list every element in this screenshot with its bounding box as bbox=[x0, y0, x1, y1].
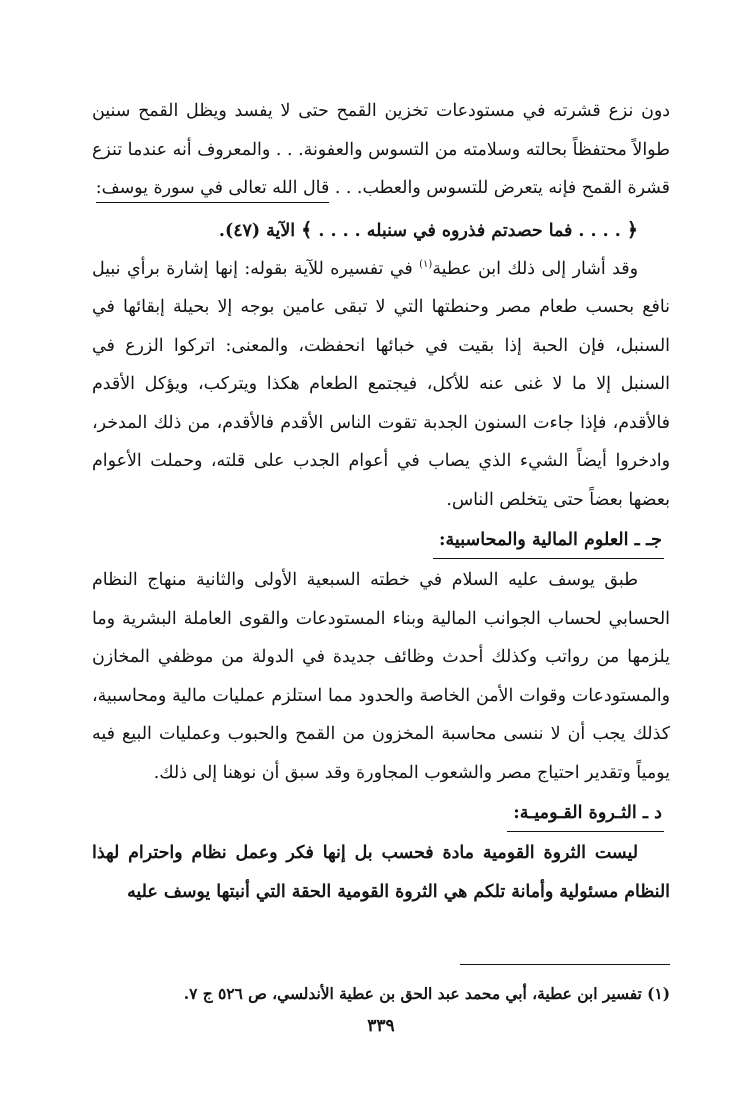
section-heading-national-wealth bbox=[92, 796, 670, 832]
heading-c-text: جـ ـ العلوم المالية والمحاسبية: bbox=[433, 523, 664, 559]
footnote: (١) تفسير ابن عطية، أبي محمد عبد الحق بن عطية الأندلسي، ص ٥٢٦ ج ٧. bbox=[183, 985, 670, 1003]
footnote-separator bbox=[460, 964, 670, 965]
paragraph-ibn-atiyya-rest: في تفسيره للآية بقوله: إنها إشارة برأي نبيل نافع بحسب طعام مصر وحنطتها التي لا تبقى عامين بوجه إلا بحيلة إبقائها في السنبل، فإن الحبة إذا بقيت في خبائها انحفظت، والمعنى: اتركوا الزرع في السنبل إلا ما لا غنى عنه للأكل، فيجتمع الطعام هكذا ويتركب، ويؤكل الأقدم فالأقدم، فإذا جاءت السنون الجدبة تقوت الناس الأقدم فالأقدم، من ذلك المدخر، وادخروا أيضاً الشيء الذي يصاب في أعوام الجدب على قلته، وحملت الأعوام بعضها بعضاً حتى يتخلص الناس. bbox=[92, 258, 670, 510]
quran-verse bbox=[92, 211, 670, 250]
book-page bbox=[92, 92, 670, 1052]
paragraph-national-wealth: ليست الثروة القومية مادة فحسب بل إنها فكر وعمل نظام واحترام لهذا النظام مسئولية وأمانة تلكم هي الثروة القومية الحقة التي أنبتها يوسف عليه bbox=[92, 843, 670, 902]
section-heading-financial-sciences bbox=[92, 523, 670, 559]
quran-verse-text: . . . . فما حصدتم فذروه في سنبله . . . . bbox=[318, 220, 621, 241]
page-number: ٣٣٩ bbox=[367, 1016, 395, 1036]
ornate-bracket-open: ﴿ bbox=[626, 218, 638, 241]
surah-yusuf-reference: قال الله تعالى في سورة يوسف: bbox=[96, 174, 330, 203]
footnote-marker[interactable]: (١) bbox=[419, 258, 433, 270]
paragraph-wheat-storage-text: دون نزع قشرته في مستودعات تخزين القمح حتى لا يفسد ويظل القمح سنين طوالاً محتفظاً بحالته وسلامته من التسوس والعفونة. . . والمعروف أنه عندما تنزع قشرة القمح فإنه يتعرض للتسوس والعطب. . . bbox=[92, 101, 670, 198]
paragraph-wheat-storage bbox=[92, 92, 670, 208]
paragraph-ibn-atiyya bbox=[92, 250, 670, 520]
verse-number: الآية (٤٧). bbox=[218, 220, 296, 241]
ornate-bracket-close: ﴾ bbox=[301, 218, 313, 241]
heading-d-text: د ـ الثـروة القـوميـة: bbox=[507, 796, 664, 832]
paragraph-accounting: طبق يوسف عليه السلام في خطته السبعية الأولى والثانية منهاج النظام الحسابي لحساب الجوانب المالية وبناء المستودعات والقوى العاملة البشرية وما يلزمها من رواتب وكذلك أحدث وظائف جديدة في الدولة من موظفي المخازن والمستودعات وقوات الأمن الخاصة والحدود مما استلزم عمليات مالية ومحاسبية، كذلك يجب أن لا ننسى محاسبة المخزون من القمح والحبوب وعمليات البيع فيه يومياً وتقدير احتياج مصر والشعوب المجاورة وقد سبق أن نوهنا إلى ذلك. bbox=[92, 570, 670, 783]
paragraph-ibn-atiyya-start: وقد أشار إلى ذلك ابن عطية bbox=[432, 258, 638, 279]
